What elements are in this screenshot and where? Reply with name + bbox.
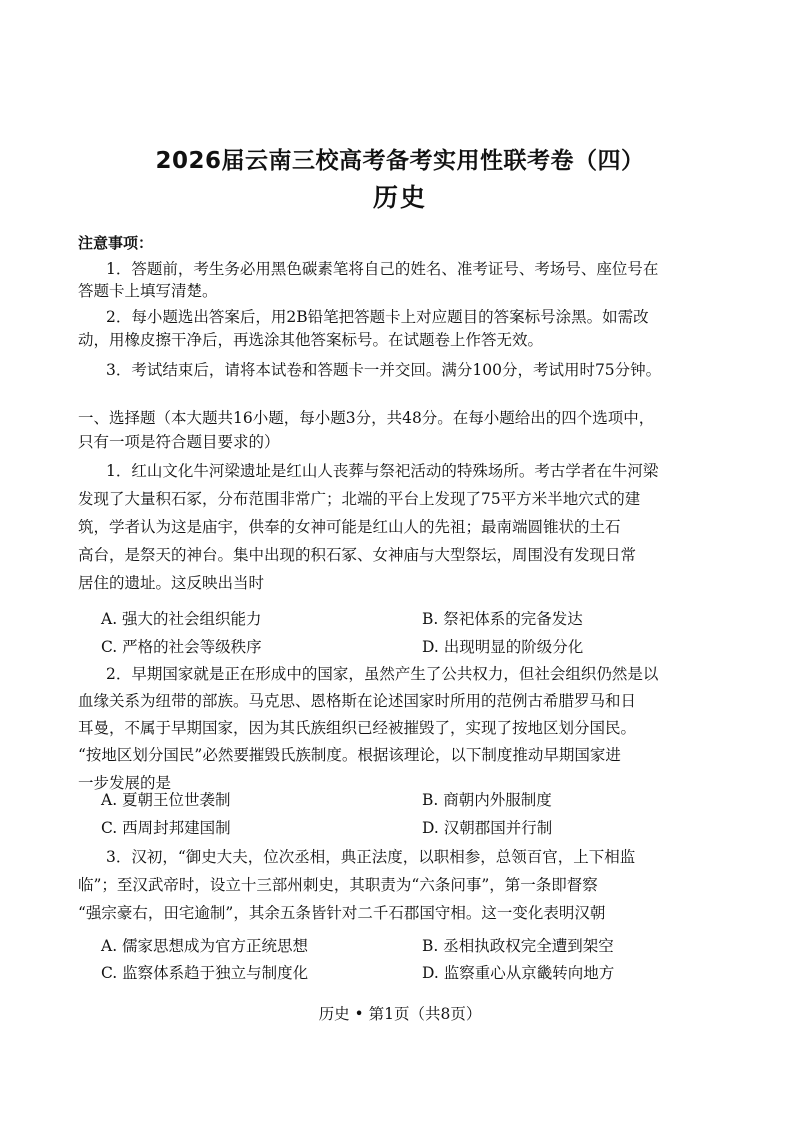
question-3-line: “强宗豪右，田宅逾制”，其余五条皆针对二千石郡国守相。这一变化表明汉朝 [78,904,606,922]
page-footer: 历史 • 第1页（共8页） [318,1005,482,1023]
section-heading: 一、选择题（本大题共16小题，每小题3分，共48分。在每小题给出的四个选项中， [78,409,655,427]
question-3-line: 3．汉初，“御史大夫，位次丞相，典正法度，以职相参，总领百官，上下相监 [106,848,636,866]
section-heading: 只有一项是符合题目要求的） [78,433,280,451]
exam-title: 2026届云南三校高考备考实用性联考卷（四） [155,148,645,174]
question-2-line: “按地区划分国民”必然要摧毁氏族制度。根据该理论，以下制度推动早期国家进 [78,746,621,764]
question-1-line: 居住的遗址。这反映出当时 [78,574,265,592]
question-2-line: 血缘关系为纽带的部族。马克思、恩格斯在论述国家时所用的范例古希腊罗马和日 [78,692,637,710]
question-2-option-c[interactable]: C. 西周封邦建国制 [101,819,231,837]
question-1-option-d[interactable]: D. 出现明显的阶级分化 [422,638,584,656]
question-2-option-a[interactable]: A. 夏朝王位世袭制 [101,791,231,809]
question-3-option-a[interactable]: A. 儒家思想成为官方正统思想 [101,937,309,955]
notice-line: 2．每小题选出答案后，用2B铅笔把答题卡上对应题目的答案标号涂黑。如需改 [106,308,649,326]
question-2-line: 耳曼，不属于早期国家，因为其氏族组织已经被摧毁了，实现了按地区划分国民。 [78,719,637,737]
notice-line: 1．答题前，考生务必用黑色碳素笔将自己的姓名、准考证号、考场号、座位号在 [106,260,659,278]
question-1-line: 1．红山文化牛河梁遗址是红山人丧葬与祭祀活动的特殊场所。考古学者在牛河梁 [106,462,659,480]
notice-line: 3．考试结束后，请将本试卷和答题卡一并交回。满分100分，考试用时75分钟。 [106,361,662,379]
notice-heading: 注意事项： [78,234,154,252]
question-3-option-b[interactable]: B. 丞相执政权完全遭到架空 [422,937,614,955]
question-3-line: 临”；至汉武帝时，设立十三部州刺史，其职责为“六条问事”，第一条即督察 [78,876,598,894]
question-1-line: 筑，学者认为这是庙宇，供奉的女神可能是红山人的先祖；最南端圆锥状的土石 [78,518,621,536]
question-3-option-c[interactable]: C. 监察体系趋于独立与制度化 [101,964,309,982]
question-1-line: 高台，是祭天的神台。集中出现的积石冢、女神庙与大型祭坛，周围没有发现日常 [78,546,637,564]
question-1-line: 发现了大量积石冢，分布范围非常广；北端的平台上发现了75平方米半地穴式的建 [78,490,641,508]
notice-line: 答题卡上填写清楚。 [78,282,218,300]
question-2-option-d[interactable]: D. 汉朝郡国并行制 [422,819,553,837]
question-2-line: 2．早期国家就是正在形成中的国家，虽然产生了公共权力，但社会组织仍然是以 [106,665,659,683]
question-1-option-c[interactable]: C. 严格的社会等级秩序 [101,638,262,656]
question-1-option-a[interactable]: A. 强大的社会组织能力 [101,610,262,628]
question-1-option-b[interactable]: B. 祭祀体系的完备发达 [422,610,583,628]
question-3-option-d[interactable]: D. 监察重心从京畿转向地方 [422,964,615,982]
question-2-option-b[interactable]: B. 商朝内外服制度 [422,791,552,809]
question-2-line: 一步发展的是 [78,774,172,792]
subject-title: 历史 [372,183,427,212]
notice-line: 动，用橡皮擦干净后，再选涂其他答案标号。在试题卷上作答无效。 [78,331,544,349]
